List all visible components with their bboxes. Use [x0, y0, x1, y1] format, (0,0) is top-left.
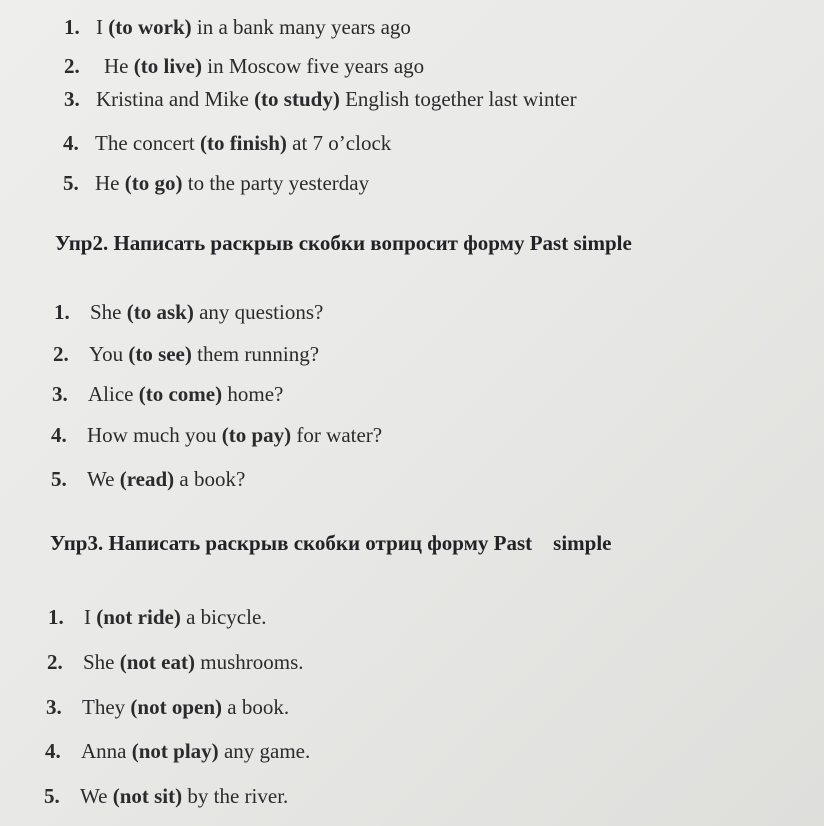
- item-text: We: [87, 467, 120, 491]
- item-number: 1.: [48, 605, 64, 629]
- item-text: them running?: [191, 342, 320, 366]
- list-item: [51, 425, 382, 446]
- list-item: [63, 173, 369, 194]
- item-number: 4.: [63, 131, 79, 155]
- list-item: [45, 741, 310, 762]
- item-text: by the river.: [182, 784, 289, 808]
- item-number: 5.: [51, 467, 67, 491]
- verb-in-brackets: (to work): [108, 15, 192, 39]
- item-text: Kristina and Mike: [96, 87, 255, 111]
- item-text: He: [95, 171, 125, 195]
- list-item: [54, 302, 323, 323]
- item-number: 2.: [64, 54, 80, 78]
- verb-in-brackets: (not play): [131, 739, 219, 763]
- verb-in-brackets: (to finish): [199, 131, 287, 155]
- item-number: 5.: [44, 784, 60, 808]
- item-text: any questions?: [193, 300, 324, 324]
- item-number: 2.: [47, 650, 63, 674]
- item-text: in Moscow five years ago: [201, 54, 425, 78]
- verb-in-brackets: (not open): [130, 695, 222, 719]
- verb-in-brackets: (to ask): [126, 300, 194, 324]
- item-text: The concert: [95, 131, 200, 155]
- verb-in-brackets: (to go): [124, 171, 183, 195]
- item-text: for water?: [291, 423, 383, 447]
- verb-in-brackets: (to study): [254, 87, 340, 111]
- item-text: any game.: [218, 739, 311, 763]
- verb-in-brackets: (not sit): [112, 784, 183, 808]
- item-text: Alice: [88, 382, 139, 406]
- item-text: He: [104, 54, 134, 78]
- item-text: at 7 o’clock: [286, 131, 392, 155]
- item-text: a bicycle.: [180, 605, 267, 629]
- list-item: [64, 89, 577, 110]
- item-text: a book.: [222, 695, 290, 719]
- item-text: How much you: [87, 423, 222, 447]
- item-number: 3.: [52, 382, 68, 406]
- list-item: [52, 384, 283, 405]
- item-text: She: [90, 300, 127, 324]
- item-text: They: [82, 695, 131, 719]
- verb-in-brackets: (not eat): [119, 650, 195, 674]
- item-number: 1.: [54, 300, 70, 324]
- item-text: I: [96, 15, 109, 39]
- item-text: Anna: [81, 739, 132, 763]
- list-item: [44, 786, 288, 807]
- list-item: [63, 133, 391, 154]
- item-text: mushrooms.: [194, 650, 304, 674]
- verb-in-brackets: (to come): [138, 382, 223, 406]
- section-heading: Упр2. Написать раскрыв скобки вопросит форму Past simple: [55, 231, 632, 255]
- item-number: 3.: [46, 695, 62, 719]
- section-heading: Упр3. Написать раскрыв скобки отриц форму Past simple: [50, 531, 612, 555]
- list-item: [46, 697, 289, 718]
- list-item: [47, 652, 304, 673]
- item-number: 3.: [64, 87, 80, 111]
- item-number: 4.: [51, 423, 67, 447]
- item-number: 1.: [64, 15, 80, 39]
- item-text: English together last winter: [339, 87, 577, 111]
- list-item: [64, 56, 424, 77]
- verb-in-brackets: (to pay): [221, 423, 292, 447]
- item-text: She: [83, 650, 120, 674]
- list-item: [64, 17, 411, 38]
- item-text: to the party yesterday: [182, 171, 370, 195]
- list-item: [53, 344, 319, 365]
- verb-in-brackets: (not ride): [96, 605, 181, 629]
- item-text: You: [89, 342, 129, 366]
- item-number: 4.: [45, 739, 61, 763]
- list-item: [51, 469, 245, 490]
- item-text: a book?: [174, 467, 246, 491]
- verb-in-brackets: (to see): [128, 342, 192, 366]
- item-text: I: [84, 605, 97, 629]
- item-text: We: [80, 784, 113, 808]
- list-item: [48, 607, 267, 628]
- item-number: 5.: [63, 171, 79, 195]
- verb-in-brackets: (to live): [133, 54, 202, 78]
- item-text: in a bank many years ago: [191, 15, 411, 39]
- item-number: 2.: [53, 342, 69, 366]
- verb-in-brackets: (read): [119, 467, 175, 491]
- item-text: home?: [222, 382, 284, 406]
